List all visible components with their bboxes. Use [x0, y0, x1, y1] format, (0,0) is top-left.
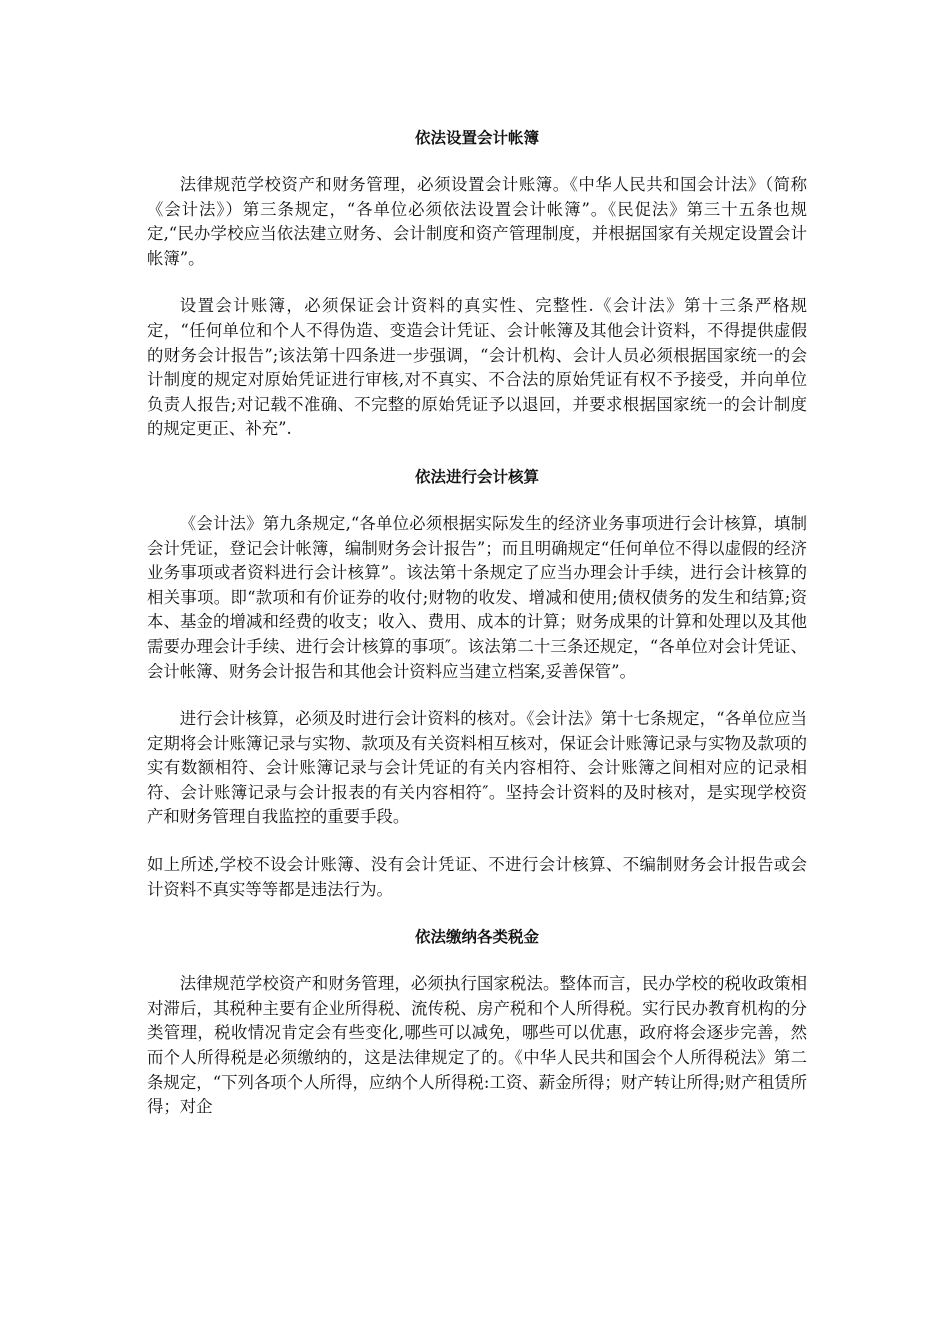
- paragraph: 《会计法》第九条规定,“各单位必须根据实际发生的经济业务事项进行会计核算，填制会计凭证，登记会计帐簿，编制财务会计报告”；而且明确规定“任何单位不得以虚假的经济业务事项或者资料进行会计核算”。该法第十条规定了应当办理会计手续，进行会计核算的相关事项。即“款项和有价证券的收付;财物的收发、增减和使用;债权债务的发生和结算;资本、基金的增减和经费的收支；收入、费用、成本的计算；财务成果的计算和处理以及其他需要办理会计手续、进行会计核算的事项″。该法第二十三条还规定，“各单位对会计凭证、会计帐簿、财务会计报告和其他会计资料应当建立档案,妥善保管”。: [147, 513, 807, 681]
- paragraph: 如上所述,学校不设会计账簿、没有会计凭证、不进行会计核算、不编制财务会计报告或会计资料不真实等等都是违法行为。: [147, 855, 807, 899]
- section-heading: 依法进行会计核算: [414, 467, 539, 486]
- section-heading: 依法设置会计帐簿: [414, 129, 539, 147]
- paragraph: 法律规范学校资产和财务管理，必须执行国家税法。整体而言，民办学校的税收政策相对滞后，其税种主要有企业所得税、流传税、房产税和个人所得税。实行民办教育机构的分类管理，税收情况肯定会有些变化,哪些可以减免，哪些可以优惠，政府将会逐步完善，然而个人所得税是必须缴纳的，这是法律规定了的。《中华人民共和国会个人所得税法》第二条规定，“下列各项个人所得，应纳个人所得税:工资、薪金所得；财产转让所得;财产租赁所得；对企: [147, 974, 807, 1117]
- paragraph: 设置会计账簿，必须保证会计资料的真实性、完整性.《会计法》第十三条严格规定，“任何单位和个人不得伪造、变造会计凭证、会计帐簿及其他会计资料，不得提供虚假的财务会计报告”;该法第十四条进一步强调，“会计机构、会计人员必须根据国家统一的会计制度的规定对原始凭证进行审核,对不真实、不合法的原始凭证有权不予接受，并向单位负责人报告;对记载不准确、不完整的原始凭证予以退回，并要求根据国家统一的会计制度的规定更正、补充”.: [147, 296, 807, 439]
- document-page: [147, 118, 807, 1120]
- paragraph: 进行会计核算，必须及时进行会计资料的核对。《会计法》第十七条规定，“各单位应当定期将会计账簿记录与实物、款项及有关资料相互核对，保证会计账簿记录与实物及款项的实有数额相符、会计账簿记录与会计凭证的有关内容相符、会计账簿之间相对应的记录相符、会计账簿记录与会计报表的有关内容相符″。坚持会计资料的及时核对，是实现学校资产和财务管理自我监控的重要手段。: [147, 709, 807, 827]
- section-heading: 依法缴纳各类税金: [414, 928, 539, 947]
- paragraph: 法律规范学校资产和财务管理，必须设置会计账簿。《中华人民共和国会计法》（简称《会计法》）第三条规定，“各单位必须依法设置会计帐簿”。《民促法》第三十五条也规定,“民办学校应当依法建立财务、会计制度和资产管理制度，并根据国家有关规定设置会计帐簿”。: [147, 175, 807, 268]
